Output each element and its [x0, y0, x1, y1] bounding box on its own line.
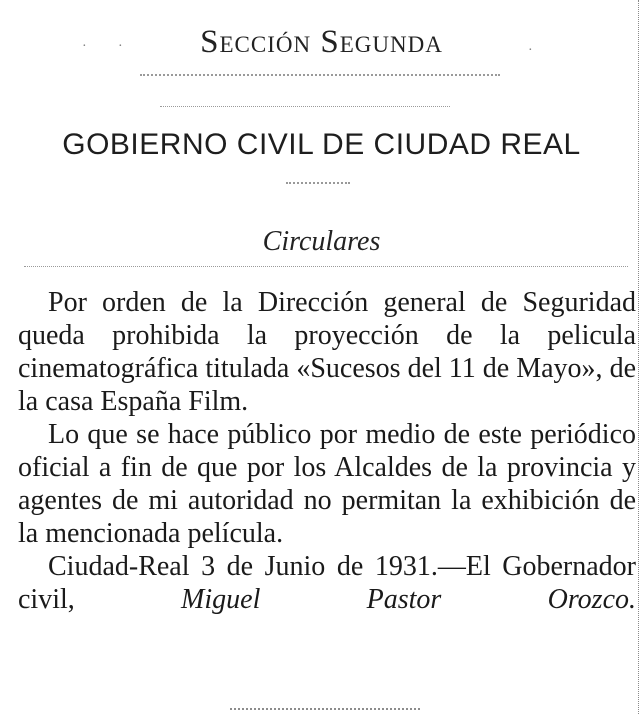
body-text [18, 286, 636, 616]
paragraph-order: Por orden de la Dirección general de Seguridad queda prohibida la proyección de la pelicula cinematográfica titulada «Sucesos del 11 de Mayo», de la casa España Film. [18, 287, 636, 417]
print-speck: · [82, 39, 87, 54]
print-speck: · [118, 39, 123, 54]
signature-name: Miguel Pastor Orozco. [181, 584, 636, 615]
paragraph-publication: Lo que se hace público por medio de este periódico oficial a fin de que por los Alcaldes de la provincia y agentes de mi autoridad no permitan la exhibición de la mencionada película. [18, 419, 636, 549]
page-edge [637, 0, 639, 714]
title-underline [286, 182, 350, 184]
faded-rule [160, 106, 450, 107]
bottom-rule [230, 708, 420, 710]
paragraph-closing [18, 550, 636, 616]
closing-place-date: Ciudad-Real 3 de Junio de 1931.—El Gobernador civil, [18, 551, 636, 615]
subheading-rule [24, 266, 628, 267]
government-title: GOBIERNO CIVIL DE CIUDAD REAL [62, 128, 581, 161]
section-title: Sección Segunda [200, 24, 443, 60]
section-rule [140, 74, 500, 76]
subheading: Circulares [262, 226, 381, 257]
print-speck: · [528, 43, 533, 58]
